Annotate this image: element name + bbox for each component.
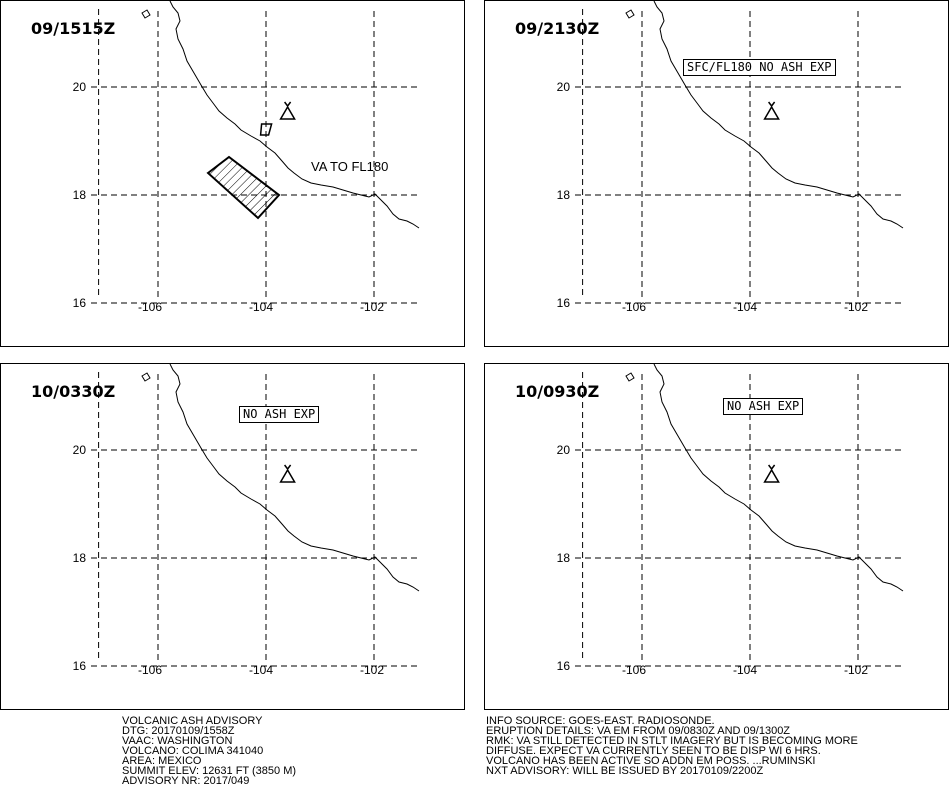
lon-label-106: -106 [137, 663, 163, 677]
volcano-triangle [765, 107, 779, 119]
lat-label-18: 18 [556, 188, 570, 202]
advisory-line: VOLCANO HAS BEEN ACTIVE SO ADDN EM POSS. ...RUMINSKI [486, 755, 816, 767]
map-panel-3 [0, 363, 465, 710]
island [626, 10, 634, 18]
volcano-icon [281, 465, 295, 482]
map-panel-1 [0, 0, 465, 347]
coastline [170, 364, 419, 591]
lat-label-20: 20 [556, 443, 570, 457]
lon-label-106: -106 [137, 300, 163, 314]
map-panel-4 [484, 363, 949, 710]
volcano-triangle [765, 470, 779, 482]
lat-label-18: 18 [72, 188, 86, 202]
ash-height-label: VA TO FL180 [311, 159, 389, 174]
volcano-icon [765, 465, 779, 482]
advisory-line: ADVISORY NR: 2017/049 [122, 775, 250, 787]
lat-label-18: 18 [556, 551, 570, 565]
island [142, 373, 150, 381]
panel-time: 09/1515Z [31, 19, 116, 38]
advisory-line: VOLCANO: COLIMA 341040 [122, 745, 264, 757]
map-graphic [485, 364, 949, 710]
forecast-label-box: NO ASH EXP [239, 406, 319, 423]
lon-label-106: -106 [621, 300, 647, 314]
advisory-line: VOLCANIC ASH ADVISORY [122, 715, 263, 727]
volcano-triangle [281, 470, 295, 482]
lat-label-16: 16 [72, 296, 86, 310]
volcano-plume [769, 102, 775, 106]
map-graphic [1, 364, 465, 710]
lat-label-16: 16 [556, 296, 570, 310]
volcano-plume [285, 465, 291, 469]
lon-label-104: -104 [732, 663, 758, 677]
coastline [170, 1, 419, 228]
map-graphic [485, 1, 949, 347]
advisory-text-right [486, 716, 858, 776]
advisory-line: VAAC: WASHINGTON [122, 735, 233, 747]
lat-label-20: 20 [556, 80, 570, 94]
advisory-line: SUMMIT ELEV: 12631 FT (3850 M) [122, 765, 297, 777]
forecast-label-box: NO ASH EXP [723, 398, 803, 415]
lon-label-104: -104 [248, 663, 274, 677]
ash-forecast-area [208, 157, 279, 218]
advisory-line: INFO SOURCE: GOES-EAST. RADIOSONDE. [486, 715, 715, 727]
advisory-line: RMK: VA STILL DETECTED IN STLT IMAGERY BUT IS BECOMING MORE [486, 735, 858, 747]
island [142, 10, 150, 18]
advisory-line: DIFFUSE. EXPECT VA CURRENTLY SEEN TO BE DISP WI 6 HRS. [486, 745, 821, 757]
graticule [575, 9, 903, 303]
lon-label-104: -104 [248, 300, 274, 314]
lat-label-18: 18 [72, 551, 86, 565]
island [626, 373, 634, 381]
graticule [91, 9, 419, 303]
lon-label-102: -102 [359, 663, 385, 677]
graticule [575, 372, 903, 666]
map-graphic [1, 1, 465, 347]
lat-label-20: 20 [72, 80, 86, 94]
volcano-plume [285, 102, 291, 106]
advisory-line: DTG: 20170109/1558Z [122, 725, 235, 737]
panel-time: 10/0930Z [515, 382, 600, 401]
lat-label-20: 20 [72, 443, 86, 457]
panel-time: 10/0330Z [31, 382, 116, 401]
coastline [654, 1, 903, 228]
lon-label-106: -106 [621, 663, 647, 677]
advisory-text-left [122, 716, 296, 786]
advisory-line: AREA: MEXICO [122, 755, 202, 767]
lat-label-16: 16 [556, 659, 570, 673]
lon-label-104: -104 [732, 300, 758, 314]
map-panel-2 [484, 0, 949, 347]
lon-label-102: -102 [843, 300, 869, 314]
lon-label-102: -102 [843, 663, 869, 677]
volcano-icon [765, 102, 779, 119]
volcano-triangle [281, 107, 295, 119]
lon-label-102: -102 [359, 300, 385, 314]
panel-time: 09/2130Z [515, 19, 600, 38]
lat-label-16: 16 [72, 659, 86, 673]
advisory-line: ERUPTION DETAILS: VA EM FROM 09/0830Z AND 09/1300Z [486, 725, 791, 737]
advisory-line: NXT ADVISORY: WILL BE ISSUED BY 20170109/2200Z [486, 765, 764, 777]
volcano-plume [769, 465, 775, 469]
forecast-label-box: SFC/FL180 NO ASH EXP [683, 59, 836, 76]
volcano-icon [281, 102, 295, 119]
